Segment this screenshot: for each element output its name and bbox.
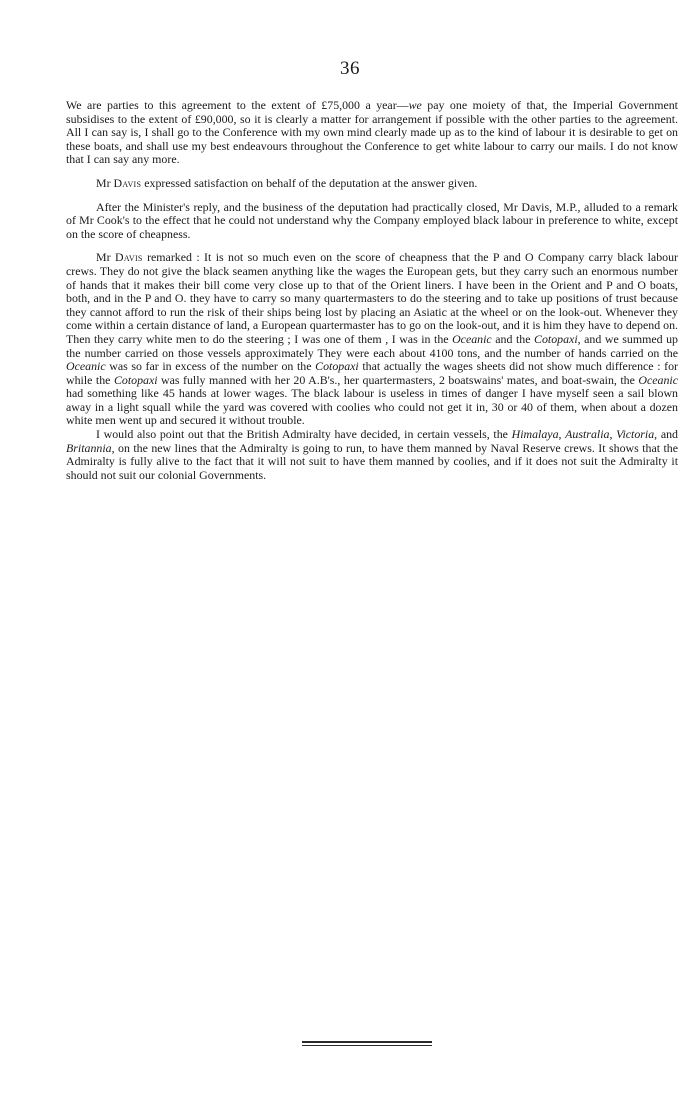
text-run: I would also point out that the British Admiralty have decided, in certain vessels, the — [96, 427, 512, 442]
text-run: , and we summed up the number carried on those vessels approximately They were each about 4100 tons, and the number of hands carried on the — [66, 331, 678, 360]
text-run: We are parties to this agreement to the extent of £75,000 a year— — [66, 98, 409, 112]
paragraph — [66, 201, 678, 242]
text-run: , and — [654, 427, 678, 442]
speaker-name: Davis — [113, 175, 142, 190]
text-run: expressed satisfaction on behalf of the deputation at the answer given. — [141, 175, 478, 190]
text-run: , on the new lines that the Admiralty is going to run, to have them manned by Naval Reserve crews. It shows that the Admiralty is fully alive to the fact that it will not suit to have them manned by coolies, and if it does not suit the Admiralty it should not suit our colonial Governments. — [66, 440, 678, 482]
text-run: remarked : It is not so much even on the score of cheapness that the P and O Company carry black labour crews. They do not give the black seamen anything like the wages the European gets, but they carry such an enormous number of hands that it makes their bill come very close up to that of the Orient liners. I have been in the Orient and P and O boats, both, and in the P and O. they have to carry so many quartermasters to do the steering and to take up positions of trust because they cannot afford to run the risk of their ships being lost by placing an Asiatic at the wheel or on the look-out. Whenever they come within a certain distance of land, a European quartermaster has to go on the look-out, and it is him they have to depend on. Then they carry white men to do the steering ; I was one of them , I was in the — [66, 250, 678, 346]
text-run: and the — [491, 331, 535, 346]
ship-name: Britannia — [66, 440, 112, 455]
text-run: that actually the wages sheets did not show much difference : for while the — [66, 359, 678, 387]
ship-name: Cotopaxi — [315, 359, 359, 374]
ship-name: Himalaya — [511, 427, 559, 442]
closing-rule-thin — [302, 1045, 432, 1046]
paragraph — [66, 99, 678, 167]
ship-name: Victoria — [616, 427, 655, 442]
text-run: had something like 45 hands at lower wages. The black labour is useless in times of danger I have myself seen a sail blown away in a light squall while the yard was covered with coolies who could not get it in, 30 or 40 of them, when about a dozen white men went up and secured it without trouble. — [66, 386, 678, 428]
ship-name: we — [408, 98, 422, 112]
text-run: After the Minister's reply, and the business of the deputation had practically closed, Mr Davis, M.P., alluded to a remark of Mr Cook's to the effect that he could not understand why the Company employed black labour in preference to white, except on the score of cheapness. — [66, 199, 678, 241]
text-run: was fully manned with her 20 A.B's., her quartermasters, 2 boatswains' mates, and boat-swain, the — [157, 372, 639, 387]
ship-name: Cotopaxi — [113, 372, 158, 387]
text-run: , — [558, 427, 566, 442]
text-run: Mr — [96, 175, 114, 190]
closing-rule-thick — [302, 1041, 432, 1043]
body-text — [66, 99, 678, 482]
paragraph — [66, 251, 678, 428]
text-run: was so far in excess of the number on the — [105, 359, 316, 374]
ship-name: Oceanic — [638, 372, 678, 387]
ship-name: Oceanic — [66, 359, 106, 374]
ship-name: Australia — [565, 427, 610, 442]
paragraph — [66, 177, 678, 191]
paragraph — [66, 428, 678, 482]
text-run: Mr — [96, 250, 115, 265]
ship-name: Cotopaxi — [534, 331, 578, 346]
speaker-name: Davis — [114, 250, 143, 265]
ship-name: Oceanic — [452, 331, 492, 346]
text-run: , — [609, 427, 617, 442]
page-number: 36 — [340, 58, 360, 79]
text-run: pay one moiety of that, the Imperial Government subsidises to the extent of £90,000, so it is clearly a matter for arrangement if possible with the other parties to the agreement. All I can say is, I shall go to the Conference with my own mind clearly made up as to the kind of labour it is desirable to get on these boats, and shall use my best endeavours throughout the Conference to get white labour to carry our mails. I do not know that I can say any more. — [66, 98, 678, 167]
